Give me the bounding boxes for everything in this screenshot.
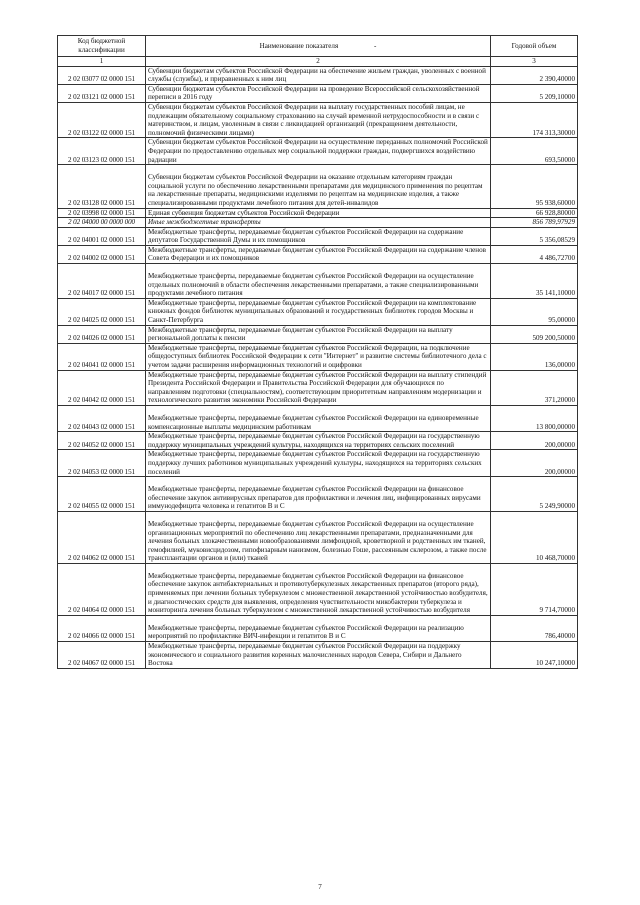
budget-table (57, 35, 578, 669)
indicator-name-cell: Межбюджетные трансферты, передаваемые бюджетам субъектов Российской Федерации, на подключение общедоступных библиотек Российской Федерации к сети "Интернет" и развитие системы библиотечного дела с учетом задачи расширения информационных технологий и оцифровки (146, 343, 491, 370)
column-number-3: 3 (491, 57, 578, 67)
budget-code-cell: 2 02 04001 02 0000 151 (58, 227, 146, 245)
annual-amount-cell: 693,50000 (491, 138, 578, 165)
budget-code-cell: 2 02 03077 02 0000 151 (58, 66, 146, 84)
header-value: Годовой объем (491, 36, 578, 57)
annual-amount-cell: 35 141,10000 (491, 264, 578, 299)
indicator-name-cell: Межбюджетные трансферты, передаваемые бюджетам субъектов Российской Федерации на содержание депутатов Государственной Думы и их помощников (146, 227, 491, 245)
annual-amount-cell: 95,00000 (491, 298, 578, 325)
budget-code-cell: 2 02 04017 02 0000 151 (58, 264, 146, 299)
indicator-name-cell: Межбюджетные трансферты, передаваемые бюджетам субъектов Российской Федерации на поддержку экономического и социального развития коренных малочисленных народов Севера, Сибири и Дальнего Востока (146, 642, 491, 669)
indicator-name-cell: Межбюджетные трансферты, передаваемые бюджетам субъектов Российской Федерации на финансовое обеспечение закупок антивирусных препаратов для профилактики и лечения лиц, инфицированных вирусами иммунодефицита человека и гепатитов B и C (146, 477, 491, 512)
indicator-name-cell: Иные межбюджетные трансферты (146, 218, 491, 228)
column-number-1: 1 (58, 57, 146, 67)
indicator-name-cell: Межбюджетные трансферты, передаваемые бюджетам субъектов Российской Федерации на государственную поддержку муниципальных учреждений культуры, находящихся на территориях сельских поселений (146, 432, 491, 450)
table-row (58, 165, 578, 208)
table-row (58, 66, 578, 84)
annual-amount-cell: 786,40000 (491, 615, 578, 641)
indicator-name-cell: Межбюджетные трансферты, передаваемые бюджетам субъектов Российской Федерации на государственную поддержку лучших работников муниципальных учреждений культуры, находящихся на территориях сельских поселений (146, 450, 491, 477)
budget-code-cell: 2 02 04002 02 0000 151 (58, 245, 146, 263)
table-row (58, 563, 578, 615)
table-row (58, 450, 578, 477)
annual-amount-cell: 509 200,50000 (491, 325, 578, 343)
budget-code-cell: 2 02 04067 02 0000 151 (58, 642, 146, 669)
budget-code-cell: 2 02 04041 02 0000 151 (58, 343, 146, 370)
header-code: Код бюджетной классификации (58, 36, 146, 57)
budget-code-cell: 2 02 04064 02 0000 151 (58, 563, 146, 615)
table-row (58, 84, 578, 102)
budget-code-cell: 2 02 03123 02 0000 151 (58, 138, 146, 165)
table-row (58, 405, 578, 431)
budget-code-cell: 2 02 03998 02 0000 151 (58, 208, 146, 218)
budget-code-cell: 2 02 04053 02 0000 151 (58, 450, 146, 477)
budget-code-cell: 2 02 04042 02 0000 151 (58, 370, 146, 405)
annual-amount-cell: 13 800,00000 (491, 405, 578, 431)
table-row (58, 227, 578, 245)
table-row (58, 343, 578, 370)
annual-amount-cell: 4 486,72700 (491, 245, 578, 263)
budget-code-cell: 2 02 03121 02 0000 151 (58, 84, 146, 102)
indicator-name-cell: Субвенции бюджетам субъектов Российской Федерации на осуществление переданных полномочий Российской Федерации по предоставлению отдельных мер социальной поддержки граждан, подвергшихся воздействию радиации (146, 138, 491, 165)
indicator-name-cell: Межбюджетные трансферты, передаваемые бюджетам субъектов Российской Федерации на единовременные компенсационные выплаты медицинским работникам (146, 405, 491, 431)
table-row (58, 138, 578, 165)
annual-amount-cell: 200,00000 (491, 432, 578, 450)
indicator-name-cell: Межбюджетные трансферты, передаваемые бюджетам субъектов Российской Федерации на реализацию мероприятий по профилактике ВИЧ-инфекции и гепатитов B и C (146, 615, 491, 641)
indicator-name-cell: Субвенции бюджетам субъектов Российской Федерации на обеспечение жильем граждан, уволенных с военной службы (службы), и приравненных к ним лиц (146, 66, 491, 84)
table-row (58, 325, 578, 343)
annual-amount-cell: 66 928,80000 (491, 208, 578, 218)
page-number: 7 (318, 883, 322, 891)
budget-code-cell: 2 02 04026 02 0000 151 (58, 325, 146, 343)
indicator-name-cell: Субвенции бюджетам субъектов Российской Федерации на выплату государственных пособий лицам, не подлежащим обязательному социальному страхованию на случай временной нетрудоспособности и в связи с материнством, и лицам, уволенным в связи с ликвидацией организаций (прекращением деятельности, полномочий физическими лицами) (146, 102, 491, 137)
annual-amount-cell: 10 247,10000 (491, 642, 578, 669)
indicator-name-cell: Межбюджетные трансферты, передаваемые бюджетам субъектов Российской Федерации на выплату стипендий Президента Российской Федерации и Правительства Российской Федерации для обучающихся по направлениям подготовки (специальностям), соответствующим приоритетным направлениям модернизации и технологического развития экономики Российской Федерации (146, 370, 491, 405)
table-row (58, 477, 578, 512)
annual-amount-cell: 856 789,97929 (491, 218, 578, 228)
table-row (58, 511, 578, 563)
header-row (58, 36, 578, 57)
budget-code-cell: 2 02 04000 00 0000 000 (58, 218, 146, 228)
indicator-name-cell: Межбюджетные трансферты, передаваемые бюджетам субъектов Российской Федерации на выплату региональной доплаты к пенсии (146, 325, 491, 343)
column-number-2: 2 (146, 57, 491, 67)
column-number-row (58, 57, 578, 67)
annual-amount-cell: 5 209,10000 (491, 84, 578, 102)
indicator-name-cell: Межбюджетные трансферты, передаваемые бюджетам субъектов Российской Федерации на содержание членов Совета Федерации и их помощников (146, 245, 491, 263)
indicator-name-cell: Субвенции бюджетам субъектов Российской Федерации на проведение Всероссийской сельскохозяйственной переписи в 2016 году (146, 84, 491, 102)
table-row (58, 245, 578, 263)
annual-amount-cell: 5 249,90000 (491, 477, 578, 512)
table-row (58, 208, 578, 218)
table-row (58, 370, 578, 405)
budget-code-cell: 2 02 03128 02 0000 151 (58, 165, 146, 208)
table-row (58, 264, 578, 299)
annual-amount-cell: 9 714,70000 (491, 563, 578, 615)
budget-code-cell: 2 02 04052 02 0000 151 (58, 432, 146, 450)
table-row (58, 298, 578, 325)
table-row (58, 432, 578, 450)
indicator-name-cell: Единая субвенция бюджетам субъектов Российской Федерации (146, 208, 491, 218)
annual-amount-cell: 95 938,60000 (491, 165, 578, 208)
budget-code-cell: 2 02 04066 02 0000 151 (58, 615, 146, 641)
table-row (58, 102, 578, 137)
annual-amount-cell: 200,00000 (491, 450, 578, 477)
budget-code-cell: 2 02 04055 02 0000 151 (58, 477, 146, 512)
indicator-name-cell: Межбюджетные трансферты, передаваемые бюджетам субъектов Российской Федерации на финансовое обеспечение закупок антибактериальных и противотуберкулезных лекарственных препаратов (второго ряда), применяемых при лечении больных туберкулезом с множественной лекарственной устойчивостью возбудителя, и диагностических средств для выявления, определения чувствительности микобактерии туберкулеза и мониторинга лечения больных туберкулезом с множественной лекарственной устойчивостью возбудителя (146, 563, 491, 615)
header-name-text: Наименование показателя (259, 41, 339, 50)
indicator-name-cell: Субвенции бюджетам субъектов Российской Федерации на оказание отдельным категориям граждан социальной услуги по обеспечению лекарственными препаратами для медицинского применения по рецептам на лекарственные препараты, медицинскими изделиями по рецептам на медицинские изделия, а также специализированными продуктами лечебного питания для детей-инвалидов (146, 165, 491, 208)
annual-amount-cell: 371,20000 (491, 370, 578, 405)
budget-code-cell: 2 02 03122 02 0000 151 (58, 102, 146, 137)
table-row (58, 615, 578, 641)
table-body (58, 66, 578, 668)
annual-amount-cell: 10 468,70000 (491, 511, 578, 563)
table-row (58, 642, 578, 669)
annual-amount-cell: 136,00000 (491, 343, 578, 370)
annual-amount-cell: 2 390,40000 (491, 66, 578, 84)
budget-code-cell: 2 02 04043 02 0000 151 (58, 405, 146, 431)
budget-table-page (57, 35, 577, 669)
budget-code-cell: 2 02 04062 02 0000 151 (58, 511, 146, 563)
annual-amount-cell: 174 313,30000 (491, 102, 578, 137)
indicator-name-cell: Межбюджетные трансферты, передаваемые бюджетам субъектов Российской Федерации на комплектование книжных фондов библиотек муниципальных образований и государственных библиотек городов Москвы и Санкт-Петербурга (146, 298, 491, 325)
annual-amount-cell: 5 356,08529 (491, 227, 578, 245)
indicator-name-cell: Межбюджетные трансферты, передаваемые бюджетам субъектов Российской Федерации на осуществление организационных мероприятий по обеспечению лиц лекарственными препаратами, предназначенными для лечения больных злокачественными новообразованиями лимфоидной, кроветворной и родственных им тканей, гемофилией, муковисцидозом, гипофизарным нанизмом, болезнью Гоше, рассеянным склерозом, а также после трансплантации органов и (или) тканей (146, 511, 491, 563)
budget-code-cell: 2 02 04025 02 0000 151 (58, 298, 146, 325)
header-name (146, 36, 491, 57)
indicator-name-cell: Межбюджетные трансферты, передаваемые бюджетам субъектов Российской Федерации на осуществление отдельных полномочий в области обеспечения лекарственными препаратами, а также специализированными продуктами лечебного питания (146, 264, 491, 299)
header-name-mark: - (374, 41, 377, 50)
table-row (58, 218, 578, 228)
